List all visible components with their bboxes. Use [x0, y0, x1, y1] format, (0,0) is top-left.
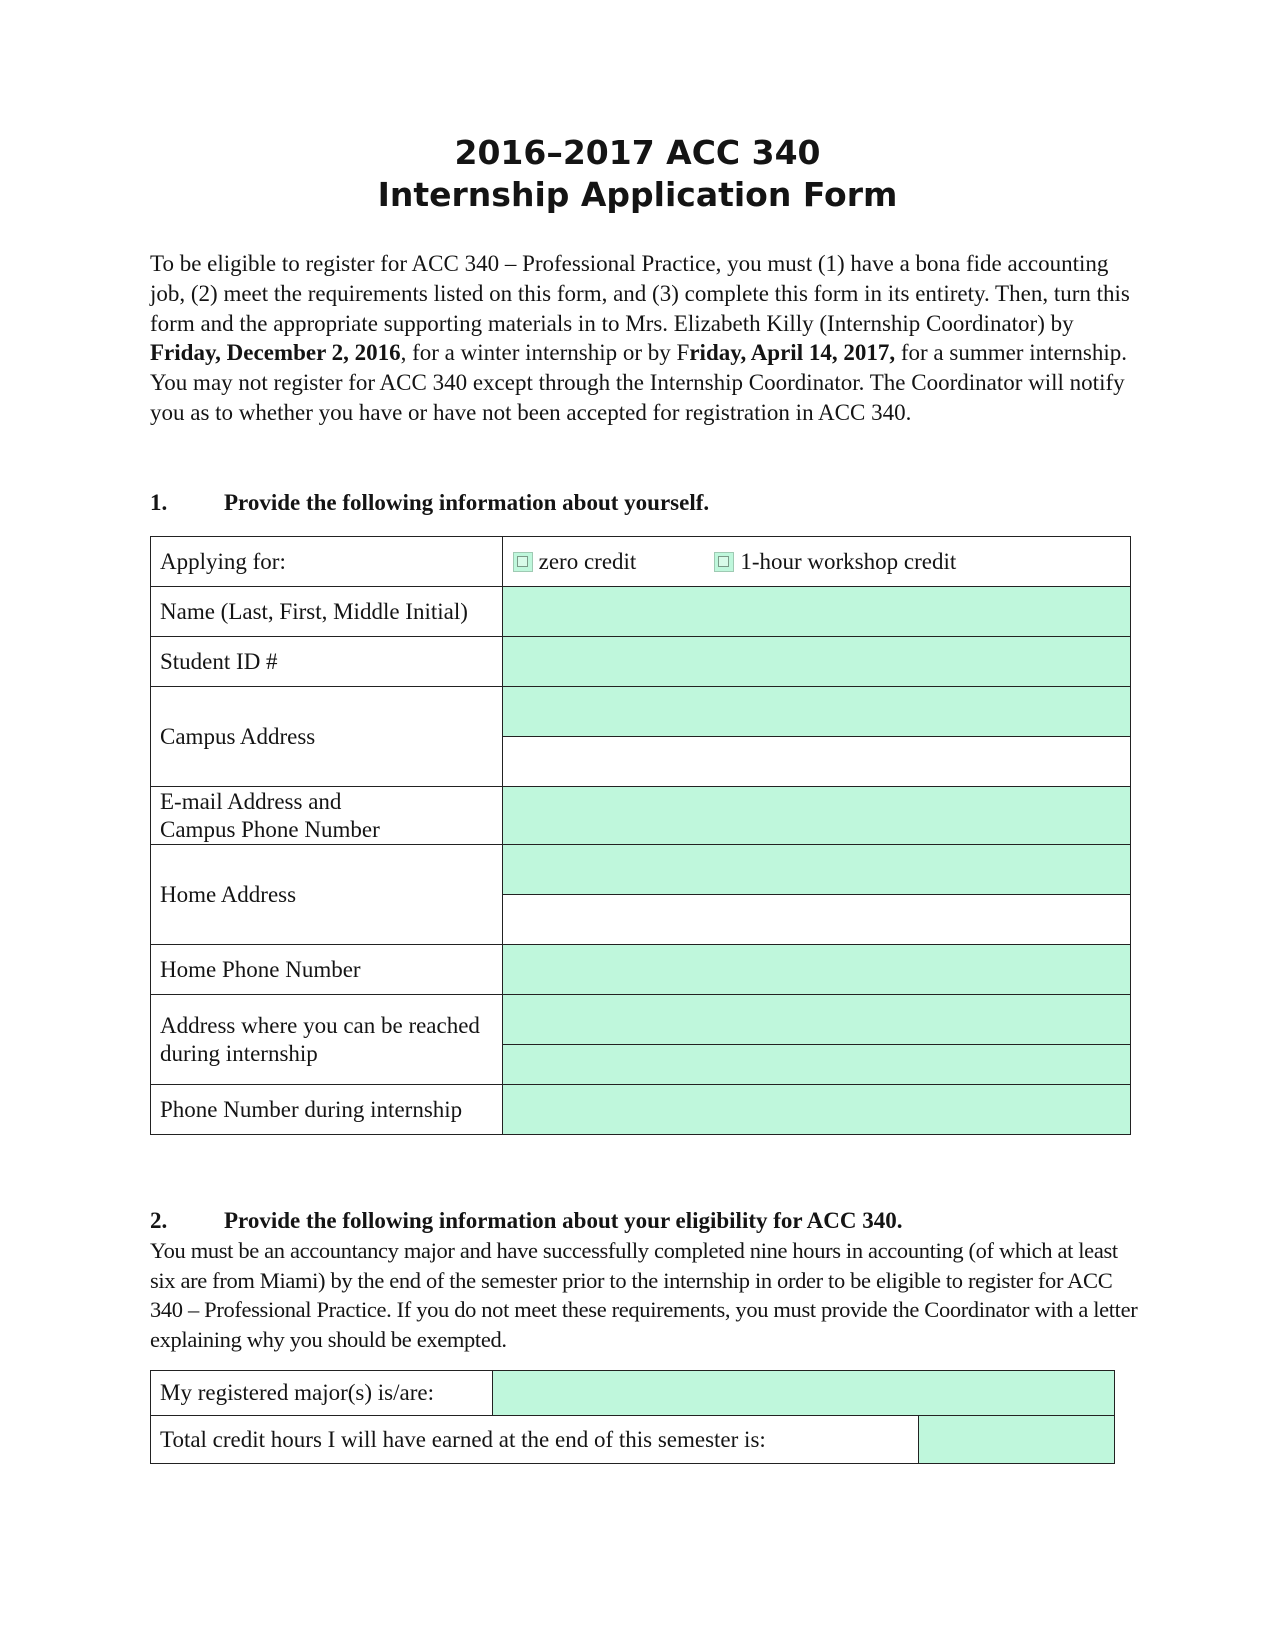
- form-title-line2: Internship Application Form: [377, 175, 898, 214]
- section1-heading: [150, 488, 709, 518]
- internship-address-label: [151, 995, 503, 1085]
- internship-phone-label: Phone Number during internship: [151, 1085, 503, 1135]
- internship-address-line1: Address where you can be reached: [160, 1012, 480, 1038]
- eligibility-table: [150, 1370, 1115, 1464]
- eligibility-paragraph: You must be an accountancy major and have successfully completed nine hours in accounting (of which at least six are from Miami) by the end of the semester prior to the internship in order to be eligible to register for ACC 340 – Professional Practice. If you do not meet these requirements, you must provide the Coordinator with a letter explaining why you should be exempted.: [150, 1238, 1138, 1352]
- applying-for-row: [151, 537, 1131, 587]
- internship-phone-field[interactable]: [502, 1085, 1130, 1135]
- name-row: [151, 587, 1131, 637]
- intro-paragraph: [150, 249, 1130, 428]
- credit-hours-row: [151, 1416, 1115, 1464]
- winter-deadline: Friday, December 2, 2016: [150, 340, 401, 366]
- email-label-line2: Campus Phone Number: [160, 816, 380, 842]
- student-id-field[interactable]: [502, 637, 1130, 687]
- campus-address-label: Campus Address: [151, 687, 503, 787]
- home-address-row: [151, 845, 1131, 895]
- major-field[interactable]: [492, 1371, 1114, 1416]
- intro-text-3: for a summer internship. You may not register for ACC 340 except through the Internship Coordinator. The Coordinator will notify you as to whether you have or have not been accepted for registration in ACC 340.: [150, 340, 1127, 425]
- applying-for-label: Applying for:: [151, 537, 503, 587]
- zero-credit-label: zero credit: [538, 548, 637, 574]
- credit-hours-label: Total credit hours I will have earned at the end of this semester is:: [151, 1416, 919, 1464]
- campus-address-row: [151, 687, 1131, 737]
- section2-heading: [150, 1206, 903, 1236]
- email-phone-label: [151, 787, 503, 845]
- section1-number: 1.: [150, 490, 168, 515]
- name-label: Name (Last, First, Middle Initial): [151, 587, 503, 637]
- personal-info-table: [150, 536, 1131, 1135]
- home-address-label: Home Address: [151, 845, 503, 945]
- intro-text-1: To be eligible to register for ACC 340 – Professional Practice, you must (1) have a bona fide accounting job, (2) meet the requirements listed on this form, and (3) complete this form in its entirety. Then, turn this form and the appropriate supporting materials in to Mrs. Elizabeth Killy (Internship Coordinator) by: [150, 251, 1130, 336]
- name-field[interactable]: [502, 587, 1130, 637]
- section2-number: 2.: [150, 1208, 168, 1233]
- workshop-credit-checkbox[interactable]: [714, 552, 734, 572]
- form-title-line1: 2016–2017 ACC 340: [454, 133, 821, 172]
- summer-deadline: riday, April 14, 2017,: [689, 340, 896, 366]
- email-phone-row: [151, 787, 1131, 845]
- email-phone-field[interactable]: [502, 787, 1130, 845]
- section1-heading-text: Provide the following information about yourself.: [224, 490, 710, 515]
- workshop-credit-label: 1-hour workshop credit: [740, 548, 957, 574]
- workshop-credit-option[interactable]: [714, 549, 956, 575]
- section2-heading-text: Provide the following information about your eligibility for ACC 340.: [224, 1208, 903, 1233]
- internship-address-field-1[interactable]: [502, 995, 1130, 1045]
- zero-credit-option[interactable]: [513, 549, 637, 575]
- internship-address-row: [151, 995, 1131, 1045]
- home-phone-label: Home Phone Number: [151, 945, 503, 995]
- zero-credit-checkbox[interactable]: [513, 552, 533, 572]
- credit-options: [502, 537, 1130, 587]
- home-address-field-2[interactable]: [502, 895, 1130, 945]
- home-phone-field[interactable]: [502, 945, 1130, 995]
- internship-phone-row: [151, 1085, 1131, 1135]
- home-address-field-1[interactable]: [502, 845, 1130, 895]
- student-id-label: Student ID #: [151, 637, 503, 687]
- email-label-line1: E-mail Address and: [160, 788, 342, 814]
- internship-address-field-2[interactable]: [502, 1045, 1130, 1085]
- credit-hours-field[interactable]: [919, 1416, 1115, 1464]
- form-title: [0, 132, 1275, 216]
- internship-address-line2: during internship: [160, 1040, 318, 1066]
- student-id-row: [151, 637, 1131, 687]
- intro-text-2: , for a winter internship or by F: [400, 340, 690, 366]
- major-row: [151, 1371, 1115, 1416]
- home-phone-row: [151, 945, 1131, 995]
- campus-address-field-2[interactable]: [502, 737, 1130, 787]
- campus-address-field-1[interactable]: [502, 687, 1130, 737]
- major-label: My registered major(s) is/are:: [151, 1371, 493, 1416]
